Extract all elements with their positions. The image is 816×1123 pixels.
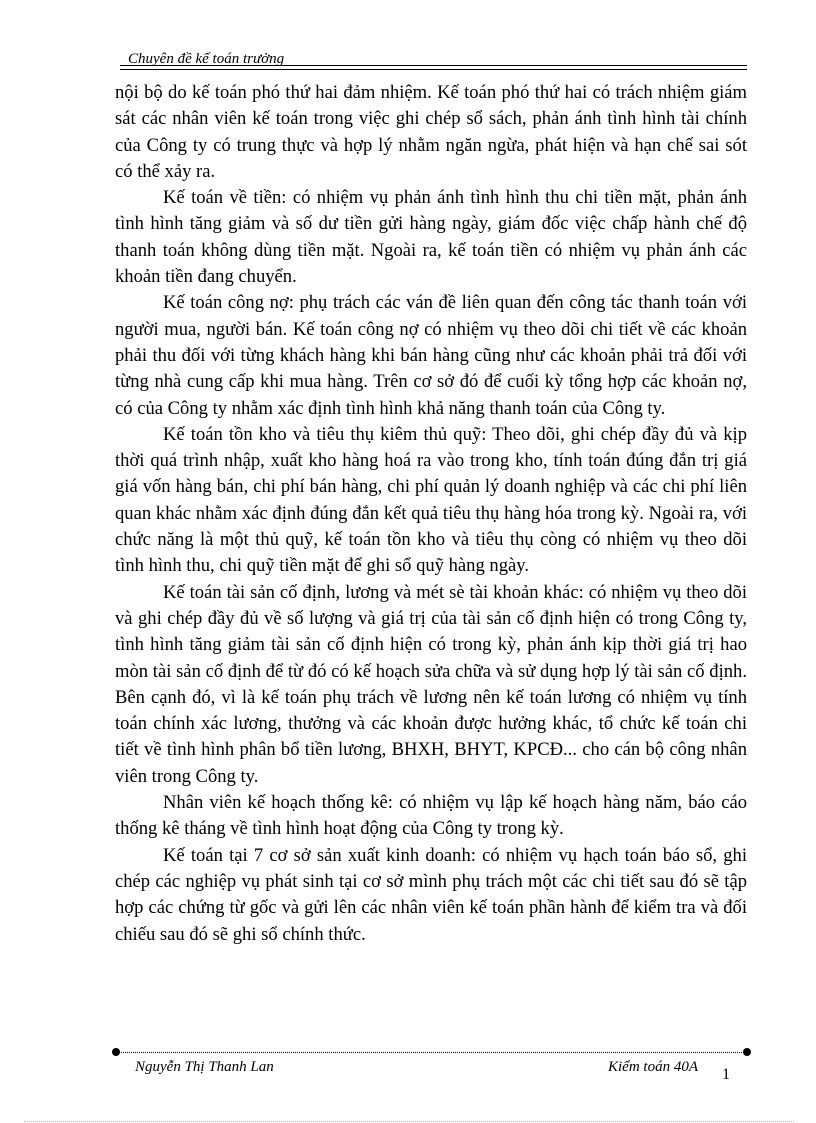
page-number: 1: [722, 1066, 730, 1083]
paragraph-fixed-assets-accounting: Kế toán tài sản cố định, lương và mét sè tài khoản khác: có nhiệm vụ theo dõi và ghi chép đầy đủ về số lượng và giá trị của tài sản cố định hiện có trong Công ty, tình hình tăng giảm tài sản cố định hiện có trong kỳ, phản ánh kịp thời giá trị hao mòn tài sản cố định để từ đó có kế hoạch sửa chữa và sử dụng hợp lý tài sản cố định. Bên cạnh đó, vì là kế toán phụ trách về lương nên kế toán lương có nhiệm vụ tính toán chính xác lương, thưởng và các khoản được hưởng khác, tổ chức kế toán chi tiết về tình hình phân bổ tiền lương, BHXH, BHYT, KPCĐ... cho cán bộ công nhân viên trong Công ty.: [115, 581, 747, 787]
paragraph-inventory-accounting: Kế toán tồn kho và tiêu thụ kiêm thủ quỹ: Theo dõi, ghi chép đầy đủ và kịp thời quá trình nhập, xuất kho hàng hoá ra vào trong kho, tính toán đúng đắn trị giá giá vốn hàng bán, chi phí bán hàng, chi phí quản lý doanh nghiệp và các chi phí liên quan khác nhằm xác định đúng đắn kết quả tiêu thụ hàng hóa trong kỳ. Ngoài ra, với chức năng là một thủ quỹ, kế toán tồn kho và tiêu thụ còng có nhiệm vụ theo dõi tình hình thu, chi quỹ tiền mặt để ghi sổ quỹ hàng ngày.: [115, 423, 747, 577]
paragraph-planning-statistics: Nhân viên kế hoạch thống kê: có nhiệm vụ lập kế hoạch hàng năm, báo cáo thống kê tháng về tình hình hoạt động của Công ty trong kỳ.: [115, 792, 747, 840]
document-body: [115, 80, 747, 948]
page-header: [120, 50, 747, 68]
footer-rule: [116, 1052, 748, 1053]
footer-rule-right-dot: [743, 1048, 751, 1056]
paragraph-branch-accounting: Kế toán tại 7 cơ sở sản xuất kinh doanh: có nhiệm vụ hạch toán báo sổ, ghi chép các nghiệp vụ phát sinh tại cơ sở mình phụ trách một các chi tiết sau đó sẽ tập hợp các chứng từ gốc và gửi lên các nhân viên kế toán phần hành để kiểm tra và đối chiếu sau đó sẽ ghi sổ chính thức.: [115, 844, 747, 945]
paragraph-cash-accounting: Kế toán về tiền: có nhiệm vụ phản ánh tình hình thu chi tiền mặt, phản ánh tình hình tăng giảm và số dư tiền gửi hàng ngày, giám đốc việc chấp hành chế độ thanh toán không dùng tiền mặt. Ngoài ra, kế toán tiền có nhiệm vụ phản ánh các khoản tiền đang chuyển.: [115, 187, 747, 288]
footer-author: Nguyễn Thị Thanh Lan: [135, 1059, 274, 1075]
paragraph-continuation: nội bộ do kế toán phó thứ hai đảm nhiệm. Kế toán phó thứ hai có trách nhiệm giám sát các nhân viên kế toán trong việc ghi chép sổ sách, phản ánh tình hình tài chính của Công ty có trung thực và hợp lý nhằm ngăn ngừa, phát hiện và hạn chế sai sót có thể xảy ra.: [115, 82, 747, 182]
footer-rule-left-dot: [112, 1048, 120, 1056]
page-bottom-border: [24, 1121, 794, 1122]
header-rule-bottom: [120, 69, 747, 70]
header-rule-top: [120, 65, 747, 66]
header-title: Chuyên đề kế toán trưởng: [128, 51, 285, 67]
paragraph-debt-accounting: Kế toán công nợ: phụ trách các ván đề liên quan đến công tác thanh toán với người mua, người bán. Kế toán công nợ có nhiệm vụ theo dõi chi tiết về các khoản phải thu đối với từng khách hàng khi bán hàng cũng như các khoản phải trả đối với từng nhà cung cấp khi mua hàng. Trên cơ sở đó để cuối kỳ tổng hợp các khoản nợ, có của Công ty nhằm xác định tình hình khả năng thanh toán của Công ty.: [115, 292, 747, 419]
footer-class: Kiểm toán 40A: [608, 1059, 698, 1075]
